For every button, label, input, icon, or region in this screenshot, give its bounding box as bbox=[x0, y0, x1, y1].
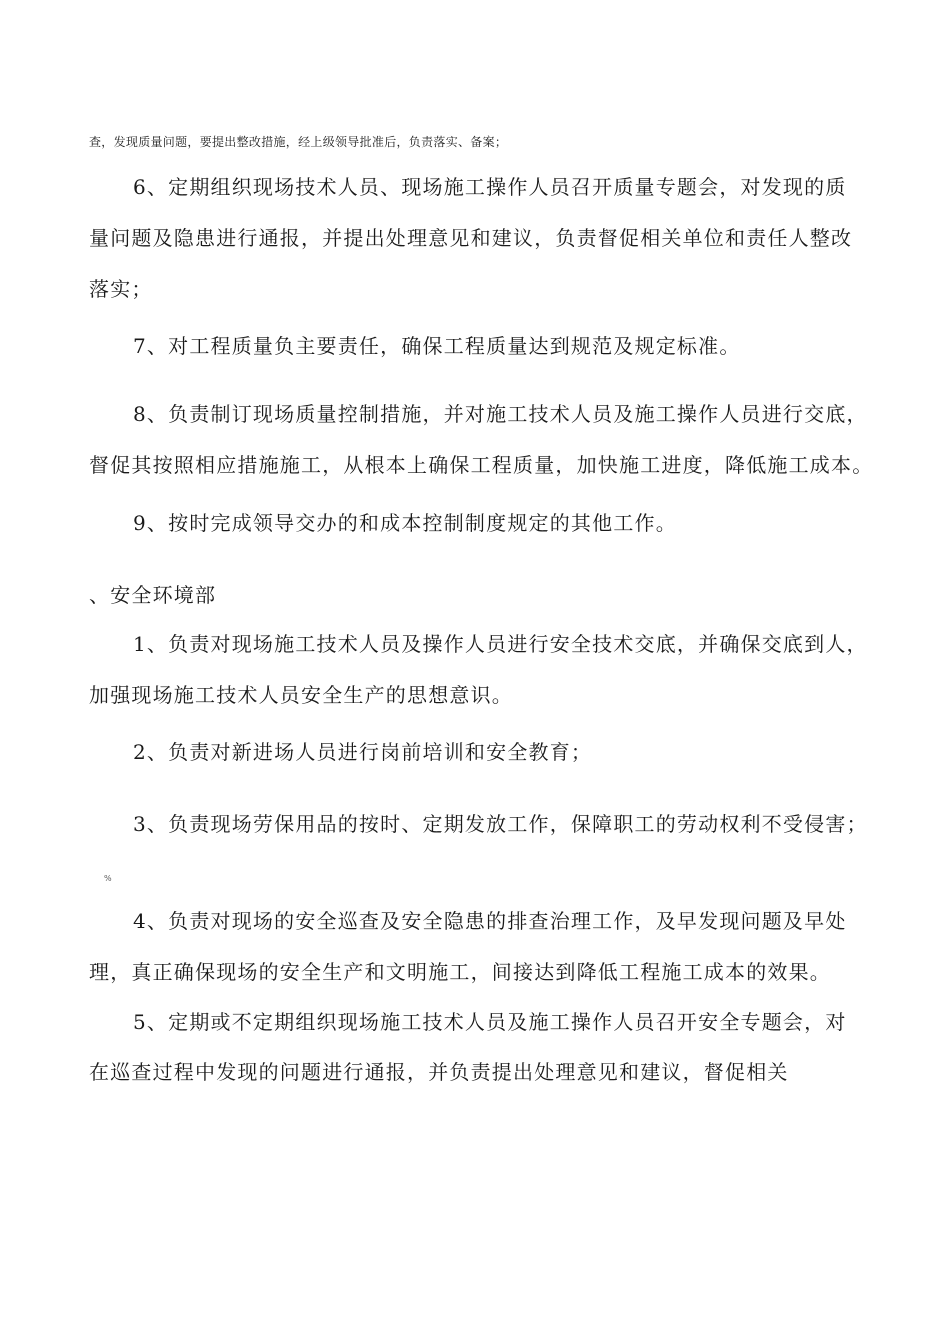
item-8-line-2: 督促其按照相应措施施工，从根本上确保工程质量，加快施工进度，降低施工成本。 bbox=[89, 453, 874, 477]
paragraph-line-continuation: 查，发现质量问题，要提出整改措施，经上级领导批准后，负责落实、备案； bbox=[89, 135, 508, 149]
item-6-line-2: 量问题及隐患进行通报，并提出处理意见和建议，负责督促相关单位和责任人整改 bbox=[89, 226, 853, 250]
safety-item-3-line-1: 3、负责现场劳保用品的按时、定期发放工作，保障职工的劳动权利不受侵害； bbox=[133, 812, 868, 836]
safety-item-1-line-2: 加强现场施工技术人员安全生产的思想意识。 bbox=[89, 683, 513, 707]
item-8-line-1: 8、负责制订现场质量控制措施，并对施工技术人员及施工操作人员进行交底， bbox=[133, 402, 868, 426]
stray-mark: % bbox=[104, 874, 112, 883]
safety-item-4-line-2: 理，真正确保现场的安全生产和文明施工，间接达到降低工程施工成本的效果。 bbox=[89, 960, 831, 984]
safety-item-4-line-1: 4、负责对现场的安全巡查及安全隐患的排查治理工作，及早发现问题及早处 bbox=[133, 909, 847, 933]
item-9-line-1: 9、按时完成领导交办的和成本控制制度规定的其他工作。 bbox=[133, 511, 677, 535]
section-heading: 、安全环境部 bbox=[89, 583, 217, 607]
item-6-line-3: 落实； bbox=[89, 277, 153, 301]
safety-item-2-line-1: 2、负责对新进场人员进行岗前培训和安全教育； bbox=[133, 740, 593, 764]
safety-item-1-line-1: 1、负责对现场施工技术人员及操作人员进行安全技术交底，并确保交底到人， bbox=[133, 632, 868, 656]
safety-item-5-line-2: 在巡查过程中发现的问题进行通报，并负责提出处理意见和建议，督促相关 bbox=[89, 1060, 789, 1084]
item-7-line-1: 7、对工程质量负主要责任，确保工程质量达到规范及规定标准。 bbox=[133, 334, 741, 358]
item-6-line-1: 6、定期组织现场技术人员、现场施工操作人员召开质量专题会，对发现的质 bbox=[133, 175, 847, 199]
safety-item-5-line-1: 5、定期或不定期组织现场施工技术人员及施工操作人员召开安全专题会，对 bbox=[133, 1010, 847, 1034]
